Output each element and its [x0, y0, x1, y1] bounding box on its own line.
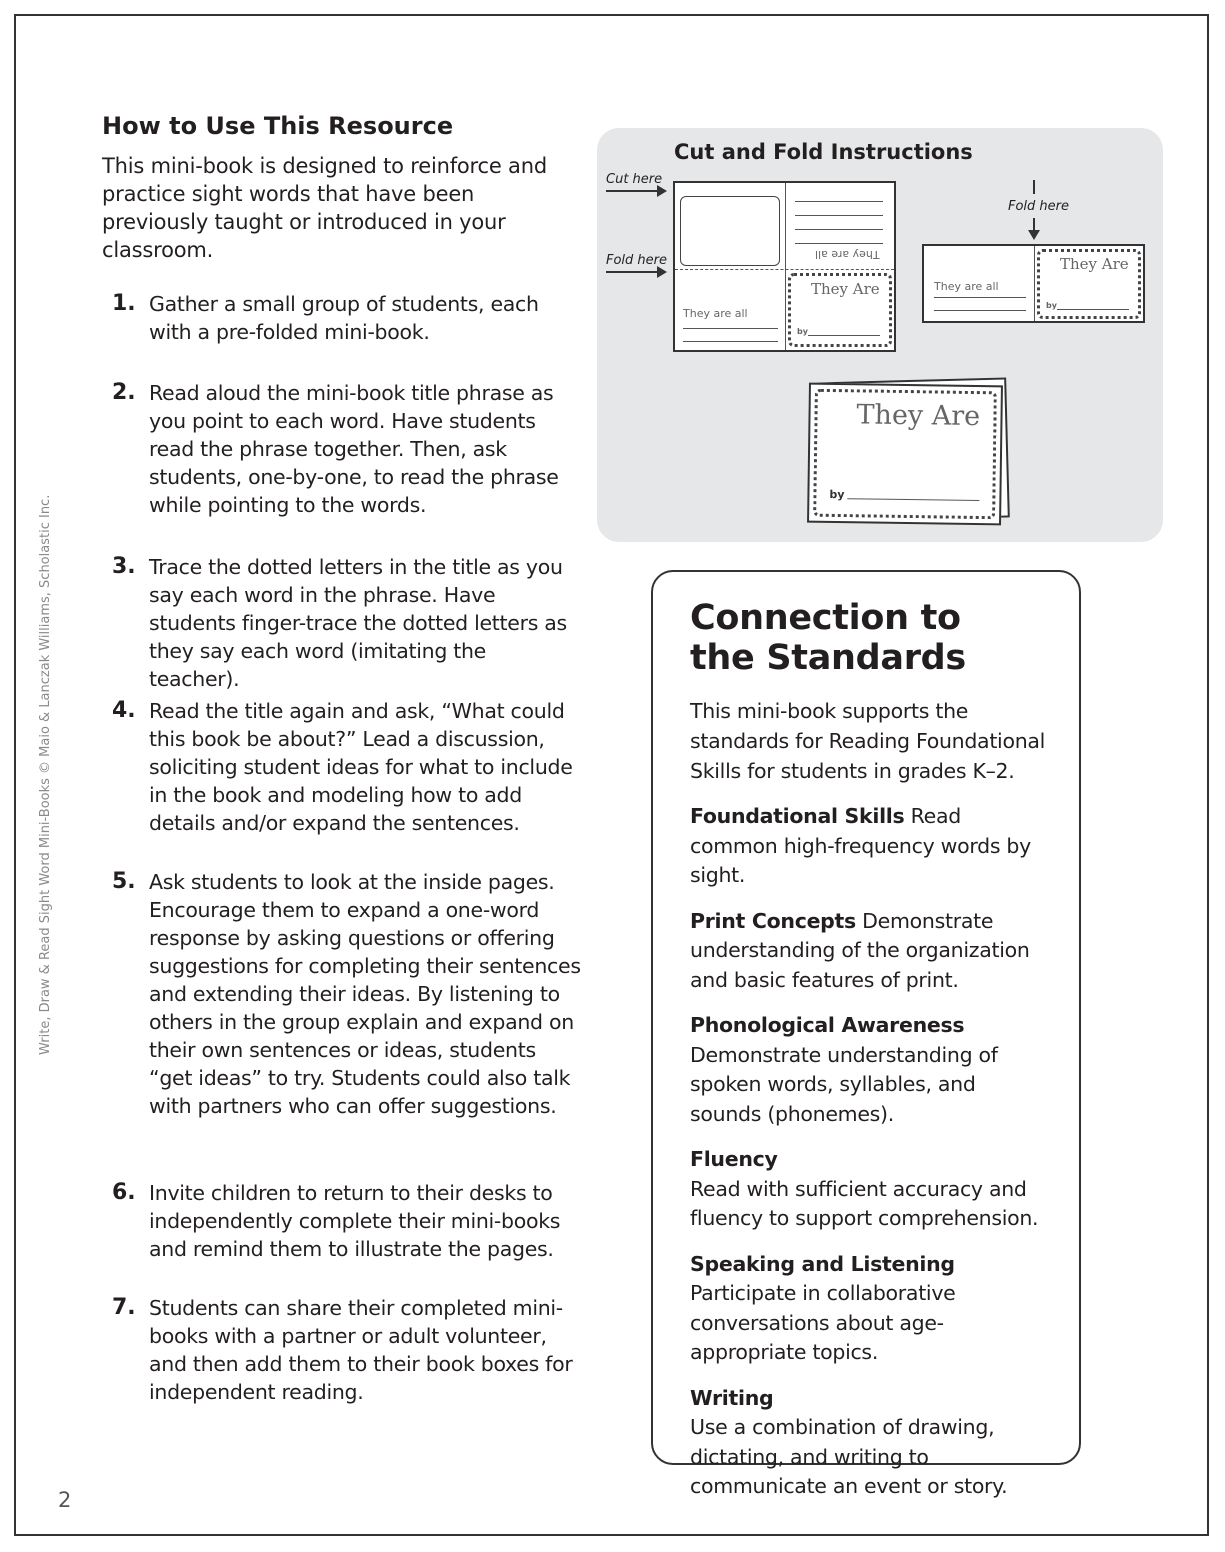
fold-arrow-line — [606, 271, 660, 273]
writing-line — [934, 310, 1026, 311]
standards-heading-line1: Connection to — [690, 598, 961, 638]
cut-fold-panel — [597, 128, 1163, 542]
sheet-mid-line — [785, 183, 786, 350]
half-folded-diagram — [922, 244, 1145, 323]
flat-sheet-diagram — [673, 181, 896, 352]
writing-line — [934, 297, 1026, 298]
writing-line — [795, 215, 883, 216]
step-item — [102, 1294, 582, 1406]
standards-heading — [690, 598, 1050, 678]
by-label: by — [829, 487, 845, 502]
standard-item-foundational — [690, 802, 1050, 891]
step-item — [102, 868, 582, 1120]
fold-arrow-down-icon — [1028, 230, 1040, 240]
cover-title: They Are — [1060, 255, 1129, 273]
standard-item-phonological — [690, 1011, 1050, 1129]
step-text: Students can share their completed mini-books with a partner or adult volunteer, and then add them to their book boxes for independent reading. — [149, 1296, 573, 1404]
step-item — [102, 697, 582, 837]
step-number: 5. — [112, 869, 136, 894]
page-number: 2 — [58, 1488, 72, 1512]
standard-text: Demonstrate understanding of the organization and basic features of print. — [690, 908, 1030, 992]
step-item — [102, 553, 582, 693]
cut-fold-title: Cut and Fold Instructions — [674, 140, 973, 164]
step-number: 2. — [112, 380, 136, 405]
standard-item-speaking-listening — [690, 1250, 1050, 1368]
inside-page-text: They are all — [934, 280, 999, 293]
section-heading: How to Use This Resource — [102, 112, 454, 140]
step-text: Read aloud the mini-book title phrase as you point to each word. Have students read the phrase together. Then, ask students, one-by-one, to read the phrase while pointing to the words. — [149, 381, 559, 517]
standard-item-print-concepts — [690, 907, 1050, 996]
standard-item-fluency — [690, 1145, 1050, 1234]
writing-line — [795, 229, 883, 230]
cover-title: They Are — [811, 280, 880, 298]
standard-text: Participate in collaborative conversations about age-appropriate topics. — [690, 1281, 956, 1364]
step-number: 7. — [112, 1295, 136, 1320]
author-line — [808, 335, 880, 336]
step-text: Invite children to return to their desks to independently complete their mini-books and remind them to illustrate the pages. — [149, 1181, 561, 1261]
cut-arrow-line — [606, 190, 660, 192]
cover-title: They Are — [856, 399, 981, 433]
side-credit: Write, Draw & Read Sight Word Mini-Books © Maio & Lanczak Williams, Scholastic Inc. — [38, 494, 53, 1055]
standard-label: Speaking and Listening — [690, 1251, 955, 1276]
step-text: Read the title again and ask, “What could this book be about?” Lead a discussion, soliciting student ideas for what to include in the book and modeling how to add details and/or expand the sentences. — [149, 699, 573, 835]
upside-down-page-text: They are all — [815, 248, 880, 261]
step-number: 3. — [112, 554, 136, 579]
drawing-box — [680, 196, 780, 266]
fold-here-label-left: Fold here — [606, 253, 668, 268]
step-number: 4. — [112, 698, 136, 723]
step-text: Ask students to look at the inside pages. Encourage them to expand a one-word response by asking questions or offering suggestions for completing their sentences and extending their ideas. By listening to others in the group explain and expand on their own sentences or ideas, students “get ideas” to try. Students could also talk with partners who can offer suggestions. — [149, 870, 581, 1118]
sheet-mid-line — [1034, 246, 1035, 321]
author-line — [1057, 309, 1129, 310]
writing-line — [795, 201, 883, 202]
standard-label: Writing — [690, 1385, 774, 1410]
cut-here-label: Cut here — [606, 172, 663, 187]
folded-book-diagram — [807, 383, 1003, 526]
standards-heading-line2: the Standards — [690, 638, 966, 678]
fold-tick — [1033, 180, 1035, 194]
step-text: Trace the dotted letters in the title as you say each word in the phrase. Have students finger-trace the dotted letters as they say each word (imitating the teacher). — [149, 555, 567, 691]
fold-arrow-icon — [657, 266, 667, 278]
standard-label: Foundational Skills — [690, 804, 905, 828]
standard-item-writing — [690, 1384, 1050, 1502]
how-to-use-section — [102, 112, 582, 1404]
standard-text: Read common high-frequency words by sight. — [690, 804, 1031, 887]
standard-label: Phonological Awareness — [690, 1013, 965, 1037]
standards-box — [651, 570, 1081, 1498]
writing-line — [683, 328, 778, 329]
step-item — [102, 379, 582, 519]
writing-line — [683, 341, 778, 342]
cut-arrow-icon — [657, 185, 667, 197]
step-item — [102, 290, 582, 346]
standard-label: Fluency — [690, 1147, 778, 1171]
standard-text: Read with sufficient accuracy and fluency to support comprehension. — [690, 1176, 1039, 1230]
step-number: 1. — [112, 291, 136, 316]
standard-text: Use a combination of drawing, dictating, and writing to communicate an event or story. — [690, 1415, 1008, 1498]
fold-here-label-right: Fold here — [1008, 199, 1070, 214]
standard-text: Demonstrate understanding of spoken words, syllables, and sounds (phonemes). — [690, 1042, 998, 1126]
standards-intro: This mini-book supports the standards for Reading Foundational Skills for students in grades K–2. — [690, 699, 1046, 783]
step-number: 6. — [112, 1180, 136, 1205]
by-label: by — [797, 327, 808, 336]
step-text: Gather a small group of students, each with a pre-folded mini-book. — [149, 292, 539, 344]
standard-label: Print Concepts — [690, 908, 856, 933]
by-label: by — [1046, 301, 1057, 310]
inside-page-text: They are all — [683, 307, 748, 320]
step-item — [102, 1179, 582, 1263]
writing-line — [795, 243, 883, 244]
section-intro: This mini-book is designed to reinforce and practice sight words that have been previously taught or introduced in your classroom. — [102, 154, 547, 262]
